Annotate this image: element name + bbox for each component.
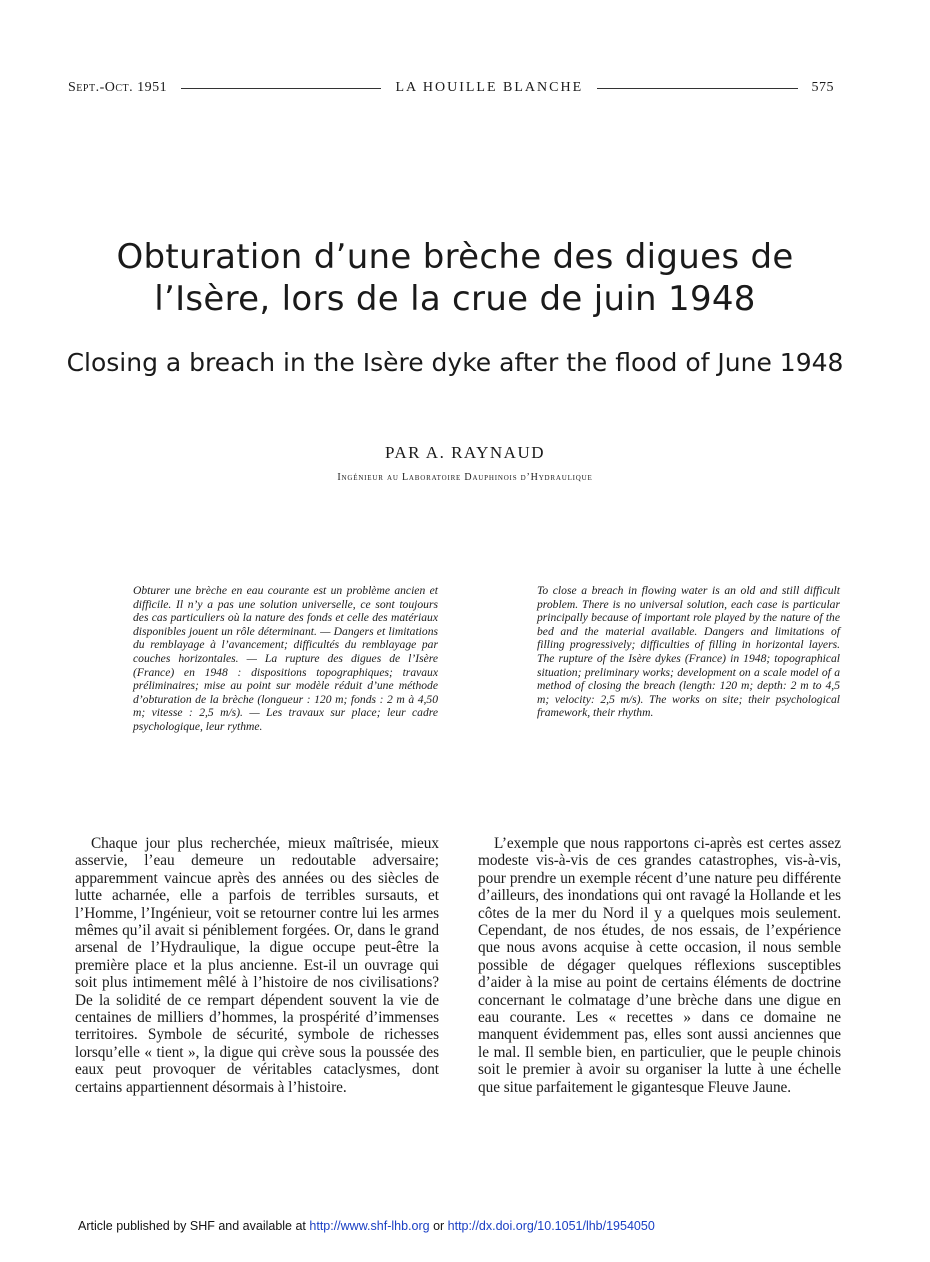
article-subtitle: Closing a breach in the Isère dyke after the flood of June 1948 bbox=[66, 348, 844, 377]
abstract-english: To close a breach in flowing water is an old and still difficult problem. There is no universal solution, each case is particular principally because of important role played by the nature of the bed and the material available. Dangers and limitations of filling progressively; difficulties of filling in horizontal layers. The rupture of the Isère dykes (France) in 1948; topographical situation; preliminary works; development on a scale model of a method of closing the breach (length: 120 m; depth: 2 m to 4,5 m; velocity: 2,5 m/s). The works on site; their psychological framework, their rhythm. bbox=[537, 584, 840, 720]
footer-text: Article published by SHF and available at bbox=[78, 1219, 310, 1233]
author: PAR A. RAYNAUD bbox=[384, 443, 546, 462]
doi-link[interactable]: http://dx.doi.org/10.1051/lhb/1954050 bbox=[447, 1219, 655, 1233]
header-rule-left bbox=[181, 88, 381, 89]
running-head bbox=[68, 78, 834, 98]
issue-date: Sept.-Oct. 1951 bbox=[68, 80, 168, 95]
footer-or: or bbox=[429, 1219, 448, 1233]
body-column-left: Chaque jour plus recherchée, mieux maîtrisée, mieux asservie, l’eau demeure un redoutable adversaire; apparemment vaincue après des années ou des siècles de lutte acharnée, elle a parfois de terribles sursauts, et l’Homme, l’Ingénieur, voit se retourner contre lui les armes mêmes qu’il avait si péniblement forgées. Or, dans le grand arsenal de l’Hydraulique, la digue occupe peut-être la première place et la plus ancienne. Est-il un ouvrage qui soit plus intimement mêlé à l’histoire de nos civilisations? De la solidité de ce rempart dépendent souvent la vie de centaines de milliers d’hommes, la prospérité d’immenses territoires. Symbole de sécurité, symbole de richesses lorsqu’elle « tient », la digue qui crève sous la poussée des eaux peut provoquer de véritables cataclysmes, dont certains appartiennent désormais à l’histoire. bbox=[75, 835, 439, 1096]
shf-link[interactable]: http://www.shf-lhb.org bbox=[309, 1219, 430, 1233]
publication-footer bbox=[78, 1219, 878, 1233]
author-affiliation: Ingénieur au Laboratoire Dauphinois d’Hydraulique bbox=[337, 472, 593, 483]
header-rule-right bbox=[597, 88, 797, 89]
article-title: Obturation d’une brèche des digues de l’Isère, lors de la crue de juin 1948 bbox=[116, 237, 794, 319]
page-number: 575 bbox=[811, 80, 834, 95]
journal-name: LA HOUILLE BLANCHE bbox=[395, 80, 584, 95]
body-column-right: L’exemple que nous rapportons ci-après est certes assez modeste vis-à-vis de ces grandes catastrophes, vis-à-vis, pour prendre un exemple récent d’une nature peu différente d’ailleurs, des inondations qui ont ravagé la Hollande et les côtes de la mer du Nord il y a quelques mois seulement. Cependant, de nos études, de nos essais, de l’expérience que nous avons acquise à cette occasion, il nous semble possible de dégager quelques réflexions susceptibles d’aider à la mise au point de certains éléments de doctrine concernant le colmatage d’une brèche dans une digue en eau courante. Les « recettes » dans ce domaine ne manquent évidemment pas, elles sont aussi anciennes que le mal. Il semble bien, en particulier, que le peuple chinois soit le premier à avoir su organiser la lutte à une échelle que situe parfaitement le gigantesque Fleuve Jaune. bbox=[478, 835, 841, 1096]
abstract-french: Obturer une brèche en eau courante est un problème ancien et difficile. Il n’y a pas une solution universelle, ce sont toujours des cas particuliers où la nature des fonds et celle des matériaux disponibles jouent un rôle déterminant. — Dangers et limitations du remblayage à l’avancement; difficultés du remblayage par couches horizontales. — La rupture des digues de l’Isère (France) en 1948 : dispositions topographiques; travaux préliminaires; mise au point sur modèle réduit d’une méthode d’obturation de la brèche (longueur : 120 m; fonds : 2 m à 4,50 m; vitesse : 2,5 m/s). — Les travaux sur place; leur cadre psychologique, leur rythme. bbox=[133, 584, 438, 733]
